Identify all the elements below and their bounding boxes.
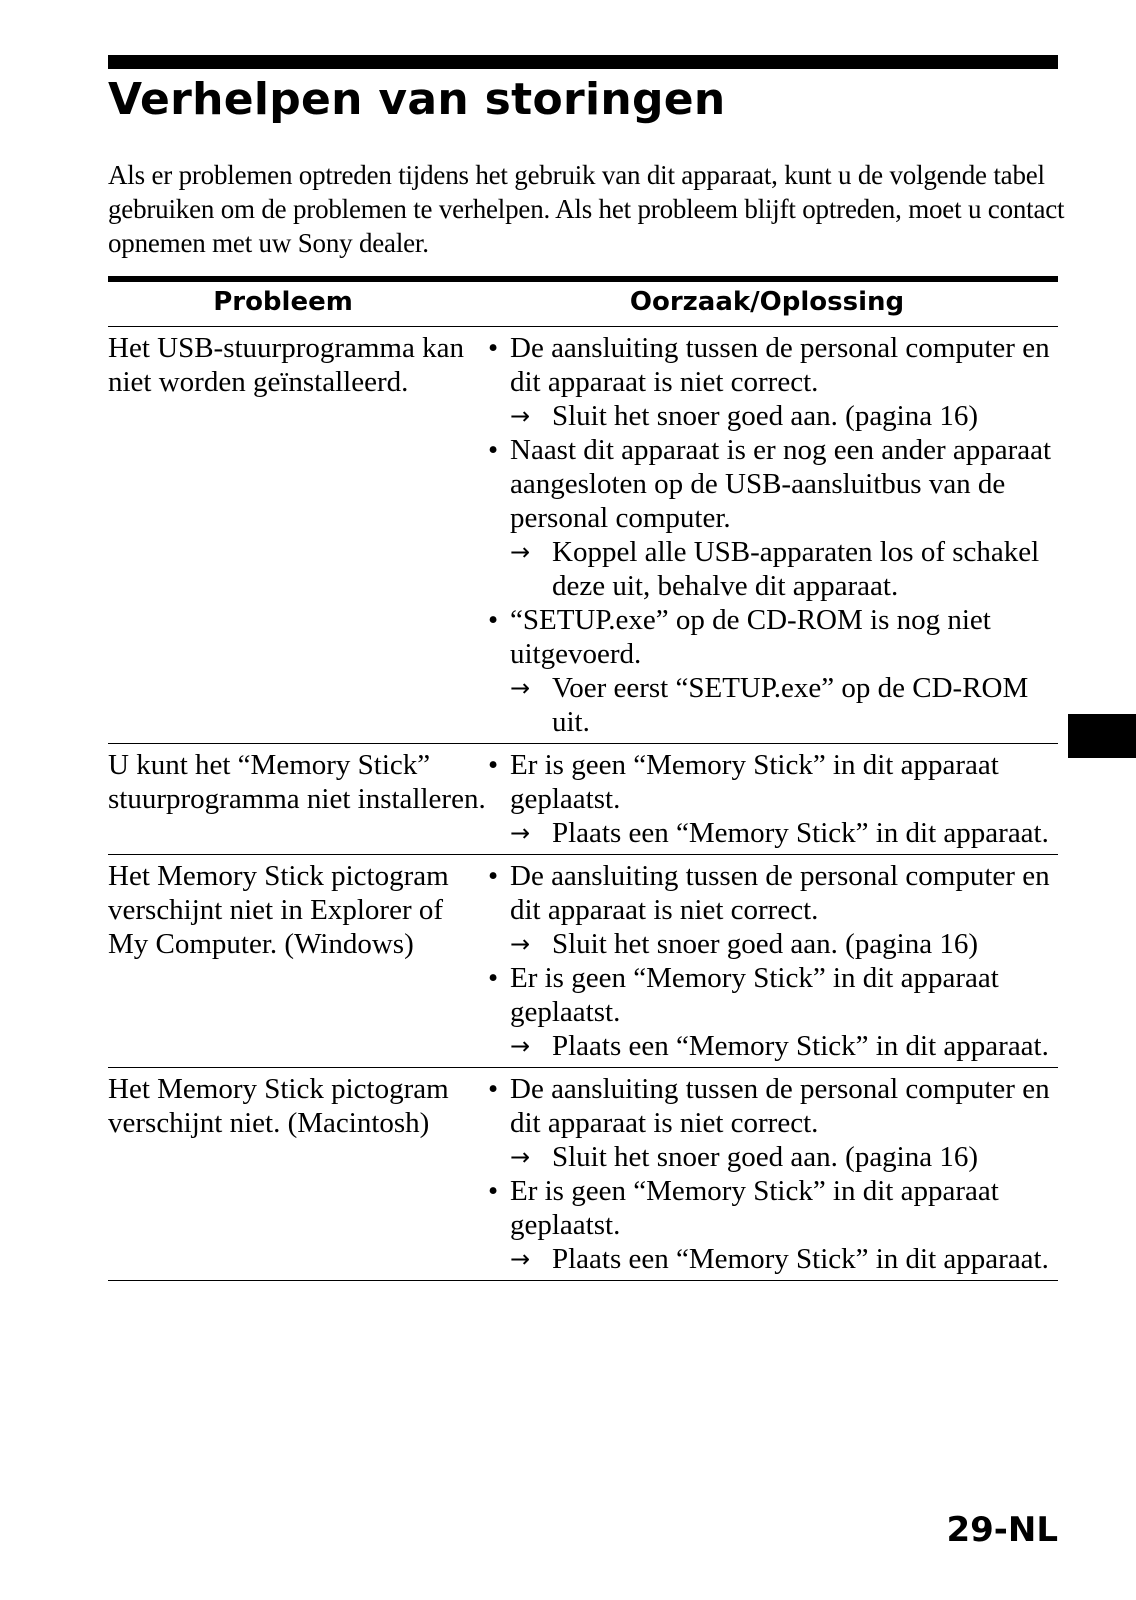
top-rule bbox=[108, 55, 1058, 69]
bullet-icon: • bbox=[488, 332, 499, 364]
remedy-text: Plaats een “Memory Stick” in dit apparaat. bbox=[552, 1030, 1049, 1062]
cause-item bbox=[488, 859, 1058, 927]
cause-item bbox=[488, 748, 1058, 816]
bullet-icon: • bbox=[488, 749, 499, 781]
problem-cell: Het Memory Stick pictogram verschijnt niet. (Macintosh) bbox=[108, 1073, 449, 1139]
bullet-icon: • bbox=[488, 860, 499, 892]
remedy-item bbox=[510, 1242, 1058, 1276]
cause-text: Er is geen “Memory Stick” in dit apparaat geplaatst. bbox=[510, 1175, 999, 1241]
cause-text: “SETUP.exe” op de CD-ROM is nog niet uitgevoerd. bbox=[510, 604, 991, 670]
remedy-text: Sluit het snoer goed aan. (pagina 16) bbox=[552, 928, 979, 960]
arrow-right-icon: → bbox=[510, 674, 531, 702]
remedy-item bbox=[510, 399, 1058, 433]
header-cause-solution: Oorzaak/Oplossing bbox=[629, 287, 905, 317]
solution-cell bbox=[488, 327, 1058, 739]
remedy-item bbox=[510, 1029, 1058, 1063]
arrow-right-icon: → bbox=[510, 1245, 531, 1273]
table-row bbox=[108, 327, 1058, 744]
cause-item bbox=[488, 603, 1058, 671]
bullet-icon: • bbox=[488, 434, 499, 466]
table-row bbox=[108, 1068, 1058, 1281]
solution-cell bbox=[488, 855, 1058, 1063]
cause-item bbox=[488, 1174, 1058, 1242]
remedy-text: Plaats een “Memory Stick” in dit apparaat. bbox=[552, 1243, 1049, 1275]
remedy-text: Sluit het snoer goed aan. (pagina 16) bbox=[552, 400, 979, 432]
problem-cell: Het USB-stuurprogramma kan niet worden geïnstalleerd. bbox=[108, 332, 464, 398]
bullet-icon: • bbox=[488, 962, 499, 994]
section-tab-marker bbox=[1068, 714, 1136, 758]
page-number: 29-NL bbox=[946, 1510, 1058, 1550]
table-row bbox=[108, 744, 1058, 855]
remedy-item bbox=[510, 671, 1058, 739]
cause-text: Er is geen “Memory Stick” in dit apparaat geplaatst. bbox=[510, 749, 999, 815]
remedy-item bbox=[510, 535, 1058, 603]
bullet-icon: • bbox=[488, 604, 499, 636]
table-row bbox=[108, 855, 1058, 1068]
remedy-text: Voer eerst “SETUP.exe” op de CD-ROM uit. bbox=[552, 672, 1029, 738]
problem-cell: Het Memory Stick pictogram verschijnt niet in Explorer of My Computer. (Windows) bbox=[108, 860, 449, 960]
remedy-text: Plaats een “Memory Stick” in dit apparaat. bbox=[552, 817, 1049, 849]
cause-item bbox=[488, 433, 1058, 535]
intro-paragraph: Als er problemen optreden tijdens het gebruik van dit apparaat, kunt u de volgende tabel gebruiken om de problemen te verhelpen. Als het probleem blijft optreden, moet u contact opnemen met uw Sony dealer. bbox=[108, 160, 1065, 258]
remedy-item bbox=[510, 1140, 1058, 1174]
remedy-text: Koppel alle USB-apparaten los of schakel deze uit, behalve dit apparaat. bbox=[552, 536, 1040, 602]
cause-text: De aansluiting tussen de personal computer en dit apparaat is niet correct. bbox=[510, 332, 1050, 398]
bullet-icon: • bbox=[488, 1175, 499, 1207]
bullet-icon: • bbox=[488, 1073, 499, 1105]
cause-text: Naast dit apparaat is er nog een ander apparaat aangesloten op de USB-aansluitbus van de personal computer. bbox=[510, 434, 1052, 534]
remedy-text: Sluit het snoer goed aan. (pagina 16) bbox=[552, 1141, 979, 1173]
cause-item bbox=[488, 331, 1058, 399]
cause-item bbox=[488, 1072, 1058, 1140]
cause-text: De aansluiting tussen de personal computer en dit apparaat is niet correct. bbox=[510, 860, 1050, 926]
cause-text: Er is geen “Memory Stick” in dit apparaat geplaatst. bbox=[510, 962, 999, 1028]
problem-cell: U kunt het “Memory Stick” stuurprogramma niet installeren. bbox=[108, 749, 486, 815]
arrow-right-icon: → bbox=[510, 1032, 531, 1060]
arrow-right-icon: → bbox=[510, 930, 531, 958]
solution-cell bbox=[488, 1068, 1058, 1276]
page-title: Verhelpen van storingen bbox=[108, 74, 726, 125]
arrow-right-icon: → bbox=[510, 402, 531, 430]
arrow-right-icon: → bbox=[510, 538, 531, 566]
solution-cell bbox=[488, 744, 1058, 850]
arrow-right-icon: → bbox=[510, 1143, 531, 1171]
header-problem: Probleem bbox=[213, 287, 353, 317]
remedy-item bbox=[510, 927, 1058, 961]
cause-text: De aansluiting tussen de personal computer en dit apparaat is niet correct. bbox=[510, 1073, 1050, 1139]
remedy-item bbox=[510, 816, 1058, 850]
arrow-right-icon: → bbox=[510, 819, 531, 847]
cause-item bbox=[488, 961, 1058, 1029]
troubleshooting-table bbox=[108, 282, 1058, 1281]
table-header bbox=[108, 282, 1058, 327]
